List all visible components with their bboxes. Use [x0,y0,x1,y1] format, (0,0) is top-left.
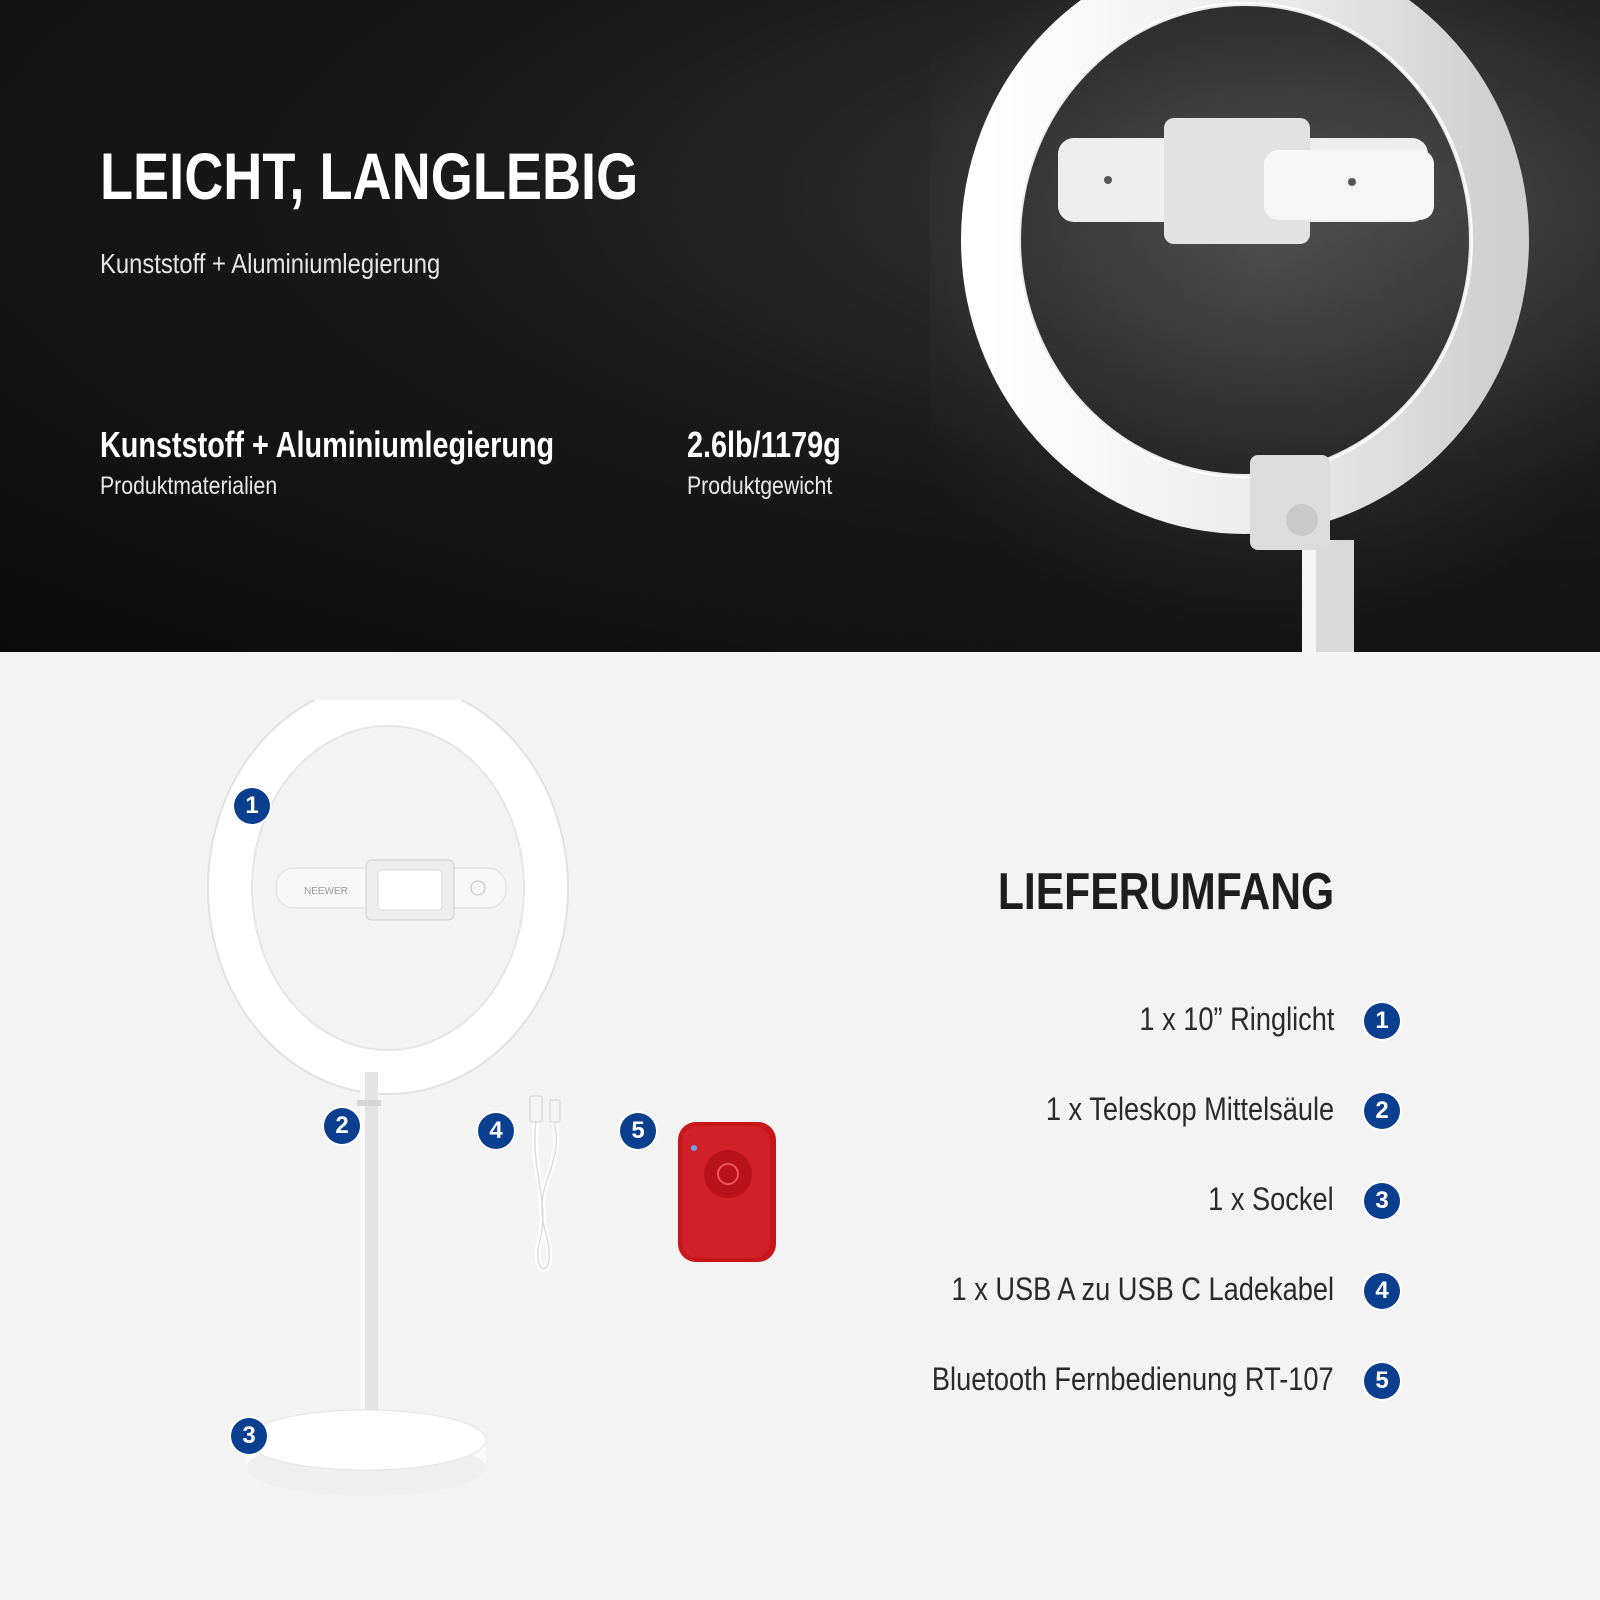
spec-material-label: Produktmaterialien [100,472,278,500]
package-title: LIEFERUMFANG [997,863,1334,921]
list-item: 1 x 10” Ringlicht [1138,1001,1334,1037]
list-badge-2: 2 [1364,1093,1400,1129]
brand-label-on-holder: NEEWER [304,886,348,897]
list-badge-4: 4 [1364,1273,1400,1309]
list-badge-3: 3 [1364,1183,1400,1219]
ring-light-closeup-image [930,0,1600,652]
hero-banner [0,0,1600,652]
list-item: Bluetooth Fernbedienung RT-107 [932,1361,1334,1397]
headline: LEICHT, LANGLEBIG [100,139,639,213]
list-badge-5: 5 [1364,1363,1400,1399]
callout-badge-3: 3 [231,1418,267,1454]
spec-weight-value: 2.6lb/1179g [687,424,841,465]
callout-badge-1: 1 [234,788,270,824]
callout-badge-2: 2 [324,1108,360,1144]
list-item: 1 x Sockel [1208,1181,1334,1217]
callout-badge-5: 5 [620,1113,656,1149]
spec-weight [687,424,879,501]
list-item: 1 x Teleskop Mittelsäule [1045,1091,1334,1127]
spec-material-value: Kunststoff + Aluminiumlegierung [100,424,555,465]
callout-badge-4: 4 [478,1113,514,1149]
list-badge-1: 1 [1364,1003,1400,1039]
spec-material [100,424,668,501]
spec-weight-label: Produktgewicht [687,472,833,500]
package-contents-image [200,700,820,1520]
list-item: 1 x USB A zu USB C Ladekabel [951,1271,1334,1307]
subheadline: Kunststoff + Aluminiumlegierung [100,248,441,279]
